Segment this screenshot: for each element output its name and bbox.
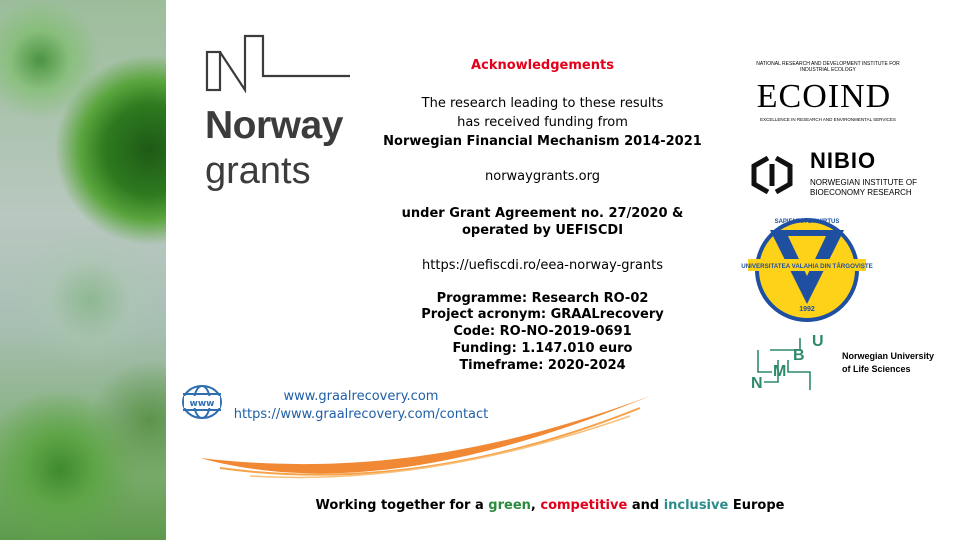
valahia-motto: SAPIENTIA ET VIRTUS	[774, 219, 840, 225]
norway-grants-logo-mark	[205, 34, 350, 94]
nibio-subtitle-line2: BIOECONOMY RESEARCH	[810, 188, 912, 197]
ecoind-institute-name: NATIONAL RESEARCH AND DEVELOPMENT INSTITUTE FOR INDUSTRIAL ECOLOGY	[756, 61, 900, 73]
nibio-subtitle	[810, 178, 917, 198]
nmbu-name	[842, 350, 934, 376]
acronym-line: Project acronym: GRAALrecovery	[421, 307, 664, 322]
slogan-inclusive: inclusive	[663, 498, 729, 513]
nmbu-letter-m: M	[773, 363, 787, 380]
website-link[interactable]: www.graalrecovery.com	[283, 389, 439, 404]
programme-line: Programme: Research RO-02	[436, 291, 649, 306]
valahia-name: UNIVERSITATEA VALAHIA DIN TÂRGOVIȘTE	[741, 263, 873, 270]
slogan-prefix: Working together for a	[315, 498, 489, 513]
grants-word: grants	[205, 150, 311, 192]
nmbu-letter-u: U	[812, 333, 824, 350]
contact-link[interactable]: https://www.graalrecovery.com/contact	[233, 407, 489, 422]
norway-word: Norway	[205, 104, 343, 147]
slogan-green: green	[488, 498, 531, 513]
intro-line-1: The research leading to these results	[421, 96, 664, 111]
nmbu-name-line1: Norwegian University	[842, 351, 935, 361]
nibio-subtitle-line1: NORWEGIAN INSTITUTE OF	[810, 178, 917, 187]
nibio-logo-text: NIBIO	[810, 148, 877, 173]
norwaygrants-url[interactable]: norwaygrants.org	[485, 169, 600, 184]
web-links	[232, 388, 490, 424]
nmbu-letter-b: B	[793, 347, 805, 364]
funding-line: Funding: 1.147.010 euro	[452, 341, 633, 356]
intro-line-2: has received funding from	[457, 115, 628, 130]
agreement-line-1: under Grant Agreement no. 27/2020 &	[401, 206, 684, 221]
nmbu-logo-mark	[748, 330, 836, 392]
algae-photo	[0, 0, 166, 540]
ecoind-tagline: EXCELLENCE IN RESEARCH AND ENVIRONMENTAL SERVICES	[760, 117, 896, 122]
code-line: Code: RO-NO-2019-0691	[453, 324, 632, 339]
nmbu-name-line2: of Life Sciences	[842, 364, 911, 374]
nmbu-letter-n: N	[751, 375, 763, 392]
ecoind-logo-text: ECOIND	[756, 78, 892, 115]
slogan-suffix: Europe	[728, 498, 785, 513]
valahia-university-logo	[741, 212, 873, 322]
uefiscdi-url[interactable]: https://uefiscdi.ro/eea-norway-grants	[422, 258, 663, 273]
slogan-competitive: competitive	[540, 498, 628, 513]
footer-slogan	[260, 498, 840, 513]
acknowledgements-heading: Acknowledgements	[471, 58, 614, 73]
www-globe-icon	[181, 384, 223, 420]
nibio-hexagon-icon	[748, 150, 796, 200]
www-icon-text: www	[189, 399, 215, 409]
timeframe-line: Timeframe: 2020-2024	[459, 358, 626, 373]
slogan-and: and	[627, 498, 664, 513]
funding-mechanism: Norwegian Financial Mechanism 2014-2021	[383, 134, 702, 149]
agreement-line-2: operated by UEFISCDI	[461, 223, 624, 238]
valahia-year: 1992	[799, 306, 815, 313]
slogan-comma: ,	[530, 498, 541, 513]
